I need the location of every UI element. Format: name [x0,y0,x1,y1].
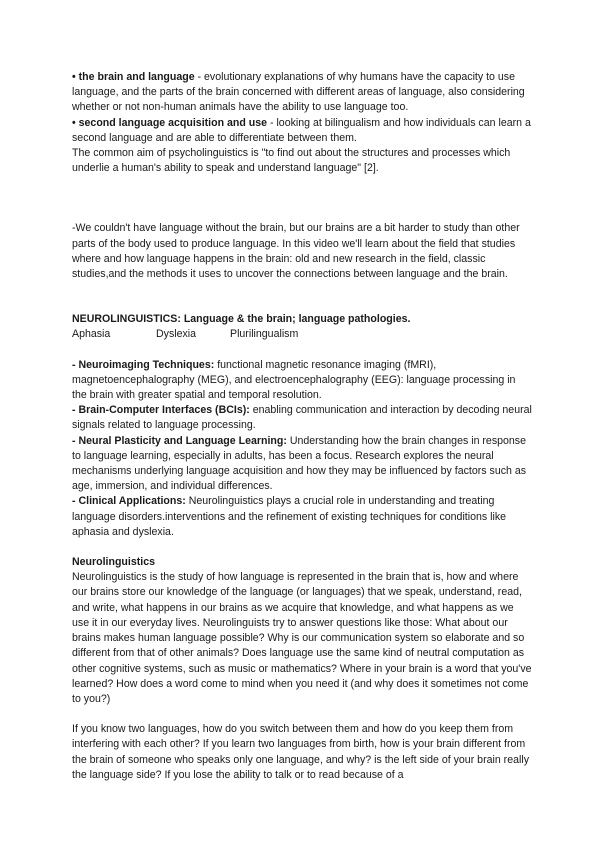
technique-text: Neurolinguistics plays a crucial role in understanding and treating language disorders.interventions and the refinement of existing techniques for conditions like aphasia and dyslexia. [72,495,507,538]
technique-title: - Brain-Computer Interfaces (BCIs): [72,404,250,417]
technique-neural-plasticity [72,434,532,495]
technique-text: Understanding how the brain changes in response to language learning, especially in adults, has been a focus. Research explores the neural mechanisms underlying language acquisition and how they may be influenced by factors such as age, immersion, and individual differences. [72,434,527,493]
topic-tags [72,327,532,342]
bullet-text: - evolutionary explanations of why humans have the capacity to use language, and the parts of the brain concerned with different areas of language, also considering whether or not non-human animals have the ability to use language too. [72,71,525,114]
technique-text: functional magnetic resonance imaging (fMRI), magnetoencephalography (MEG), and electroencephalography (EEG): language processing in the brain with greater spatial and temporal resolution. [72,358,516,402]
neurolinguistics-paragraph-2: If you know two languages, how do you switch between them and how do you keep them from interfering with each other? If you learn two languages from birth, how is your brain different from the brain of someone who speaks only one language, and why? is the left side of your brain really the language side? If you lose the ability to talk or to read because of a [72,723,529,781]
document-page [72,70,532,783]
neurolinguistics-heading [72,555,532,570]
technique-title: - Clinical Applications: [72,495,186,508]
technique-title: - Neural Plasticity and Language Learning: [72,434,287,447]
video-note-paragraph: -We couldn't have language without the brain, but our brains are a bit harder to study than other parts of the body used to produce language. In this video we'll learn about the field that studies where and how language happens in the brain: old and new research in the field, classic studies,and the methods it uses to uncover the connections between language and the brain. [72,222,520,281]
technique-title: - Neuroimaging Techniques: [72,358,215,371]
neurolinguistics-section-title [72,312,532,327]
neurolinguistics-paragraph-1: Neurolinguistics is the study of how language is represented in the brain that is, how and where our brains store our knowledge of the language (or languages) that we speak, understand, read, and write, what happens in our brains as we acquire that knowledge, and what happens as we use it in our everyday lives. Neurolinguists try to answer questions like those: What about our brains makes human language possible? Why is our communication system so elaborate and so different from that of other animals? Does language use the same kind of neutral computation as other cognitive systems, such as music or mathematics? Where in your brain is a word that you've learned? How does a word come to mind when you need it (and why does it sometimes not come to you?) [72,571,532,705]
bullet-second-language [72,116,532,146]
tag-aphasia: Aphasia [72,328,111,341]
section-title-text: NEUROLINGUISTICS: Language & the brain; language pathologies. [72,313,411,326]
bullet-title: • the brain and language [72,71,195,83]
tag-dyslexia: Dyslexia [156,328,197,341]
bullet-brain-language [72,70,532,116]
bullet-title: • second language acquisition and use [72,116,268,129]
technique-bci [72,403,532,433]
aim-paragraph: The common aim of psycholinguistics is "to find out about the structures and processes which underlie a human's ability to speak and understand language" [2]. [72,147,511,175]
tag-plurilingualism: Plurilingualism [230,328,299,341]
bullet-text: - looking at bilingualism and how individuals can learn a second language and are able to differentiate between them. [72,116,531,144]
technique-text: enabling communication and interaction by decoding neural signals related to language processing. [72,404,532,432]
technique-neuroimaging [72,358,532,404]
technique-clinical [72,494,532,540]
heading-text: Neurolinguistics [72,556,155,569]
